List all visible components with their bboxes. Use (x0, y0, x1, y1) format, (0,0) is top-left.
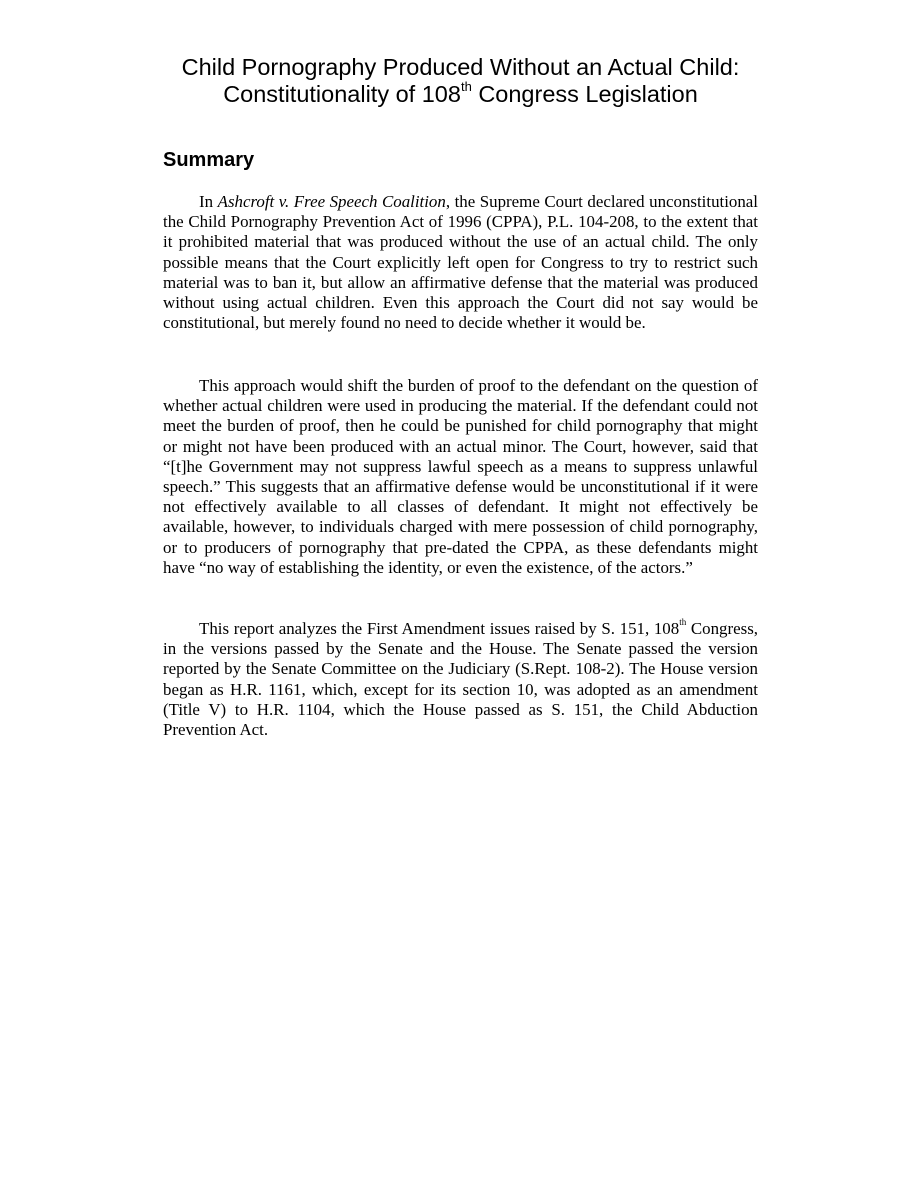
summary-paragraph-3 (163, 619, 758, 740)
paragraph-3-prefix: This report analyzes the First Amendment issues raised by S. 151, 108 (199, 619, 680, 638)
paragraph-3-body: Congress, in the versions passed by the Senate and the House. The Senate passed the version reported by the Senate Committee on the Judiciary (S.Rept. 108-2). The House version began as H.R. 1161, which, except for its section 10, was adopted as an amendment (Title V) to H.R. 1104, which the House passed as S. 151, the Child Abduction Prevention Act. (163, 619, 758, 740)
paragraph-1-lead: In (199, 192, 218, 211)
title-line-2-prefix: Constitutionality of 108 (223, 81, 461, 107)
summary-paragraph-2: This approach would shift the burden of proof to the defendant on the question of whether actual children were used in producing the material. If the defendant could not meet the burden of proof, then he could be punished for child pornography that might or might not have been produced with an actual minor. The Court, however, said that “[t]he Government may not suppress lawful speech as a means to suppress unlawful speech.” This suggests that an affirmative defense would be unconstitutional if it were not effectively available to all classes of defendant. It might not effectively be available, however, to individuals charged with mere possession of child pornography, or to producers of pornography that pre-dated the CPPA, as these defendants might have “no way of establishing the identity, or even the existence, of the actors.” (163, 376, 758, 577)
document-page (163, 54, 758, 740)
paragraph-1-body: , the Supreme Court declared unconstitutional the Child Pornography Prevention Act of 1996 (CPPA), P.L. 104-208, to the extent that it prohibited material that was produced without the use of an actual child. The only possible means that the Court explicitly left open for Congress to try to restrict such material was to ban it, but allow an affirmative defense that the material was produced without using actual children. Even this approach the Court did not say would be constitutional, but merely found no need to decide whether it would be. (163, 192, 758, 333)
case-name: Ashcroft v. Free Speech Coalition (217, 192, 446, 211)
title-line-1: Child Pornography Produced Without an Actual Child: (181, 54, 740, 80)
summary-paragraph-1 (163, 192, 758, 333)
summary-heading: Summary (163, 149, 255, 171)
title-ordinal-superscript: th (460, 79, 472, 95)
title-line-2-suffix: Congress Legislation (471, 81, 698, 107)
document-title (163, 54, 758, 108)
paragraph-3-ordinal-superscript: th (679, 617, 687, 628)
